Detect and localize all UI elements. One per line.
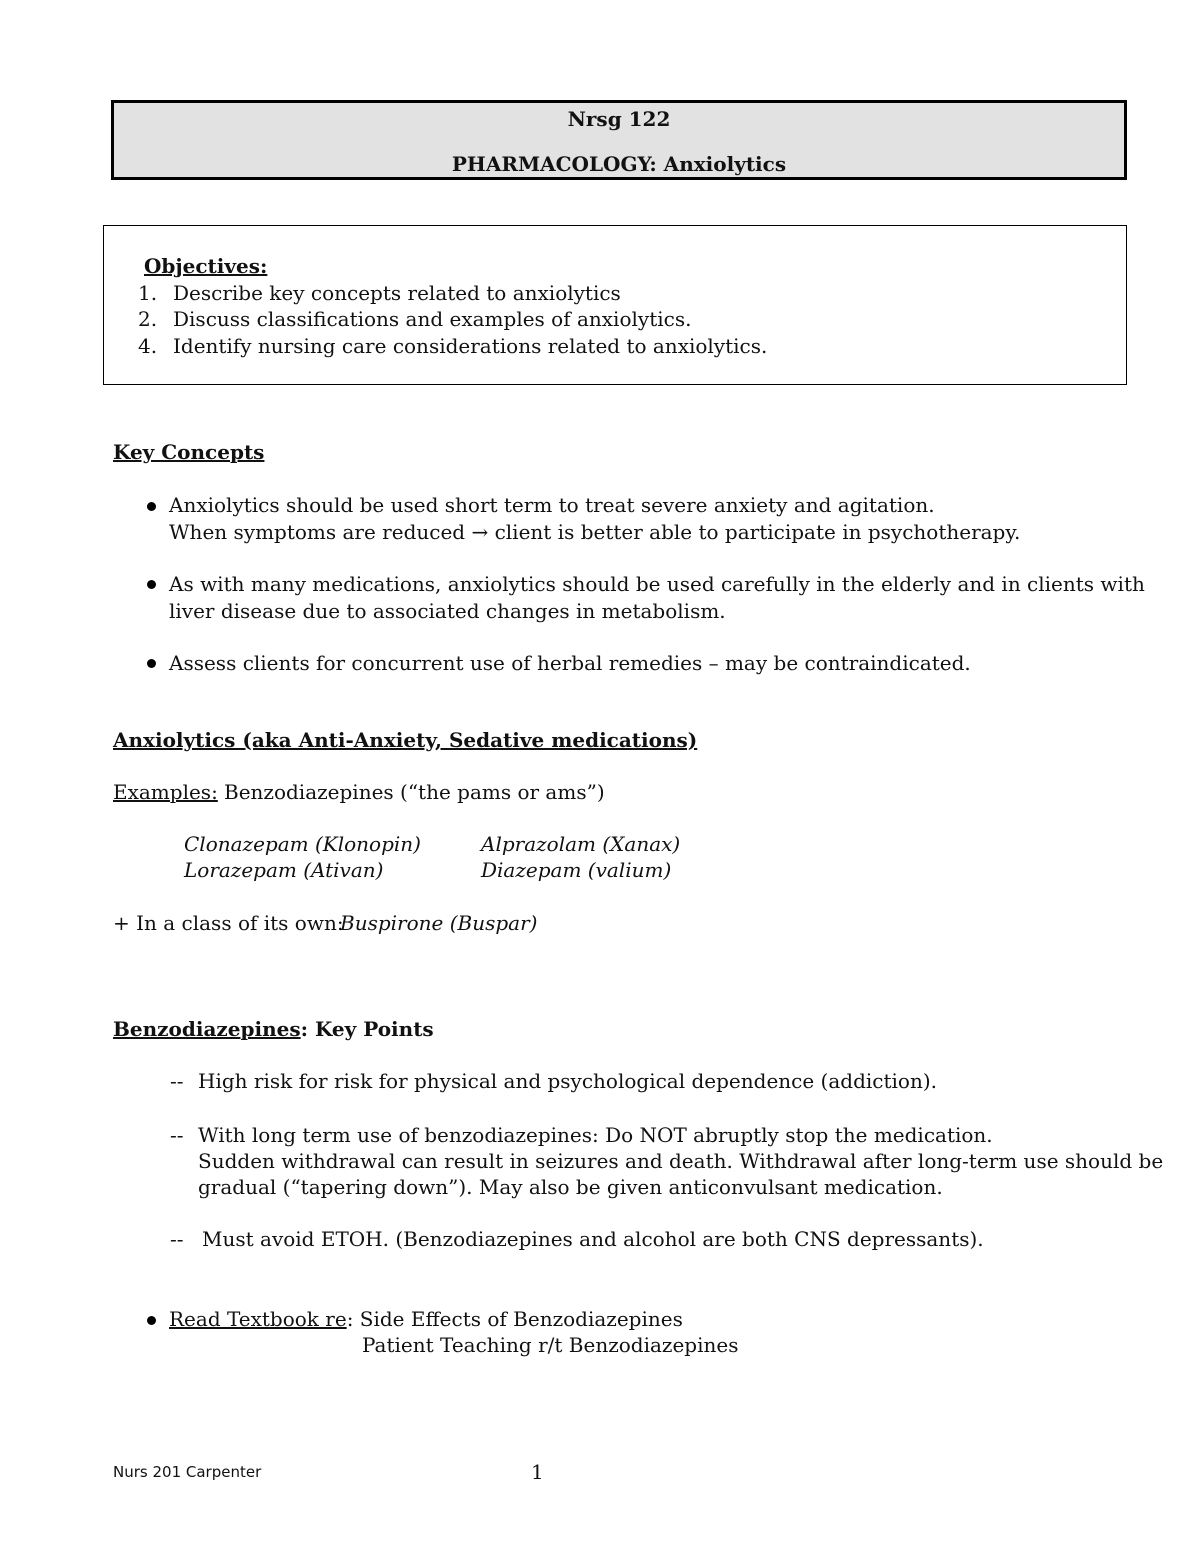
objectives-box (103, 225, 1127, 385)
page-number: 1 (531, 1460, 544, 1484)
objective-num: 2. (138, 307, 158, 331)
read-textbook-label: Read Textbook re (169, 1307, 347, 1331)
key-concept-line: liver disease due to associated changes in metabolism. (169, 599, 726, 623)
key-point-line: gradual (“tapering down”). May also be given anticonvulsant medication. (198, 1175, 943, 1199)
key-concept-line: When symptoms are reduced → client is better able to participate in psychotherapy. (169, 520, 1021, 544)
dash: -- (170, 1069, 184, 1093)
drug-name: Diazepam (valium) (481, 858, 672, 882)
objective-num: 1. (138, 281, 158, 305)
title-box (111, 100, 1127, 180)
objectives-heading: Objectives: (144, 254, 268, 278)
drug-name: Lorazepam (Ativan) (184, 858, 384, 882)
bullet-icon (147, 580, 156, 589)
anxiolytics-heading: Anxiolytics (aka Anti-Anxiety, Sedative medications) (113, 728, 698, 752)
key-concept-line: As with many medications, anxiolytics should be used carefully in the elderly and in clients with (169, 572, 1145, 596)
key-concept-line: Anxiolytics should be used short term to treat severe anxiety and agitation. (169, 493, 935, 517)
benzo-heading (113, 1017, 434, 1041)
benzo-heading-rest: : Key Points (300, 1017, 434, 1041)
key-concept-line: Assess clients for concurrent use of herbal remedies – may be contraindicated. (169, 651, 971, 675)
key-point-line: High risk for risk for physical and psychological dependence (addiction). (198, 1069, 938, 1093)
read-item: Patient Teaching r/t Benzodiazepines (362, 1333, 739, 1357)
own-class-text: + In a class of its own: (113, 911, 344, 935)
key-point-line: Must avoid ETOH. (Benzodiazepines and alcohol are both CNS depressants). (202, 1227, 984, 1251)
dash: -- (170, 1123, 184, 1147)
dash: -- (170, 1227, 184, 1251)
key-concepts-heading: Key Concepts (113, 440, 265, 464)
drug-name: Clonazepam (Klonopin) (184, 832, 421, 856)
objective-item: Identify nursing care considerations related to anxiolytics. (173, 334, 768, 358)
objective-item: Describe key concepts related to anxiolytics (173, 281, 621, 305)
page-title: PHARMACOLOGY: Anxiolytics (451, 152, 787, 176)
key-point-line: With long term use of benzodiazepines: Do NOT abruptly stop the medication. (198, 1123, 993, 1147)
read-textbook-line (169, 1307, 683, 1331)
course-code: Nrsg 122 (567, 107, 671, 131)
benzo-heading-underlined: Benzodiazepines (113, 1017, 301, 1041)
footer-left: Nurs 201 Carpenter (113, 1463, 262, 1481)
examples-label: Examples: (113, 780, 218, 804)
examples-text: Benzodiazepines (“the pams or ams”) (224, 780, 605, 804)
bullet-icon (147, 1316, 156, 1325)
drug-name: Alprazolam (Xanax) (481, 832, 681, 856)
read-item: : Side Effects of Benzodiazepines (346, 1307, 683, 1331)
bullet-icon (147, 502, 156, 511)
own-class-drug: Buspirone (Buspar) (340, 911, 538, 935)
bullet-icon (147, 659, 156, 668)
objective-num: 4. (138, 334, 158, 358)
objective-item: Discuss classifications and examples of anxiolytics. (173, 307, 692, 331)
key-point-line: Sudden withdrawal can result in seizures and death. Withdrawal after long-term use should be (198, 1149, 1164, 1173)
